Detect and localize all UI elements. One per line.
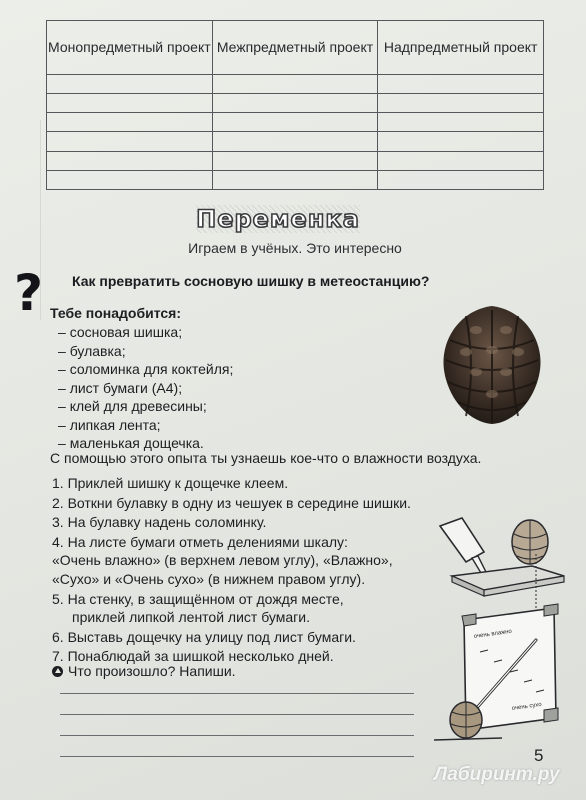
step-text: На листе бумаги отметь делениями шкалу: [67,533,348,550]
table-cell[interactable] [212,151,378,170]
list-item: – липкая лента; [58,416,233,435]
section-title: Переменка [196,205,360,233]
list-item: – сосновая шишка; [58,323,233,342]
table-cell[interactable] [378,113,544,132]
question-heading: Как превратить сосновую шишку в метеостанцию? [72,273,430,289]
section-subtitle: Играем в учёных. Это интересно [188,240,402,256]
watermark-logo: Лабиринт.ру [434,764,560,785]
list-item [52,494,512,513]
step-number: 3. [52,514,64,531]
table-cell[interactable] [47,151,213,170]
table-header-inter: Межпредметный проект [212,21,378,75]
table-cell[interactable] [378,170,544,189]
table-row [47,74,544,93]
step-number: 5. [52,590,64,607]
step-text: Понаблюдай за шишкой несколько дней. [67,648,334,665]
task-prompt [52,663,236,679]
list-item [52,513,432,532]
task-text: Что произошло? Напиши. [68,663,236,679]
step-number: 2. [52,494,64,511]
materials-heading: Тебе понадобится: [50,305,182,321]
list-item [52,628,432,647]
project-types-table [46,20,544,190]
table-cell[interactable] [47,74,213,93]
answer-line[interactable] [60,714,414,715]
list-item: – соломинка для коктейля; [58,360,233,379]
step-number: 6. [52,628,64,645]
answer-line[interactable] [60,735,414,736]
table-cell[interactable] [212,170,378,189]
step-text: Выставь дощечку на улицу под лист бумаги. [67,628,356,645]
list-item: – булавка; [58,342,233,361]
intro-paragraph: С помощью этого опыта ты узнаешь кое-что о влажности воздуха. [50,450,482,466]
table-header-supra: Надпредметный проект [378,21,544,75]
table-cell[interactable] [47,93,213,112]
table-cell[interactable] [47,132,213,151]
scale-label-very-dry: очень сухо [511,701,543,712]
step-text: приклей липкой лентой лист бумаги. [72,609,310,626]
list-item [52,533,432,589]
table-cell[interactable] [378,93,544,112]
list-item: – лист бумаги (А4); [58,379,233,398]
question-mark-icon: ? [14,264,44,322]
table-cell[interactable] [212,93,378,112]
steps-list [52,474,432,667]
step-text: На стенку, в защищённом от дождя месте, [67,590,344,607]
table-cell[interactable] [212,113,378,132]
page-number: 5 [534,746,544,765]
table-cell[interactable] [212,74,378,93]
materials-list [58,323,233,453]
pine-cone-icon [450,702,482,738]
table-cell[interactable] [47,170,213,189]
step-text: «Очень влажно» (в верхнем левом углу), «Влажно», [52,552,393,569]
answer-line[interactable] [60,693,414,694]
table-row [47,170,544,189]
list-item: – маленькая дощечка. [58,434,233,453]
answer-line[interactable] [60,756,414,757]
table-cell[interactable] [47,113,213,132]
pine-cone-image [436,300,548,428]
list-item [52,590,432,627]
table-row [47,151,544,170]
table-row [47,93,544,112]
step-number: 7. [52,648,64,665]
scale-label-very-wet: очень влажно [473,628,513,640]
step-text: Приклей шишку к дощечке клеем. [67,475,289,491]
table-cell[interactable] [212,132,378,151]
step-number: 4. [52,533,64,550]
step-number: 1. [52,475,64,491]
table-row [47,113,544,132]
table-row [47,132,544,151]
pencil-task-icon [52,666,63,677]
table-cell[interactable] [378,132,544,151]
list-item: – клей для древесины; [58,397,233,416]
weather-station-illustration [432,512,572,744]
list-item [52,474,432,493]
step-text: «Сухо» и «Очень сухо» (в нижнем правом углу). [52,570,366,587]
step-text: На булавку надень соломинку. [67,514,267,531]
step-text: Воткни булавку в одну из чешуек в середине шишки. [67,494,411,511]
table-header-mono: Монопредметный проект [47,21,213,75]
pine-cone-icon [512,520,548,564]
table-cell[interactable] [378,74,544,93]
table-cell[interactable] [378,151,544,170]
section-title-box [188,205,368,237]
